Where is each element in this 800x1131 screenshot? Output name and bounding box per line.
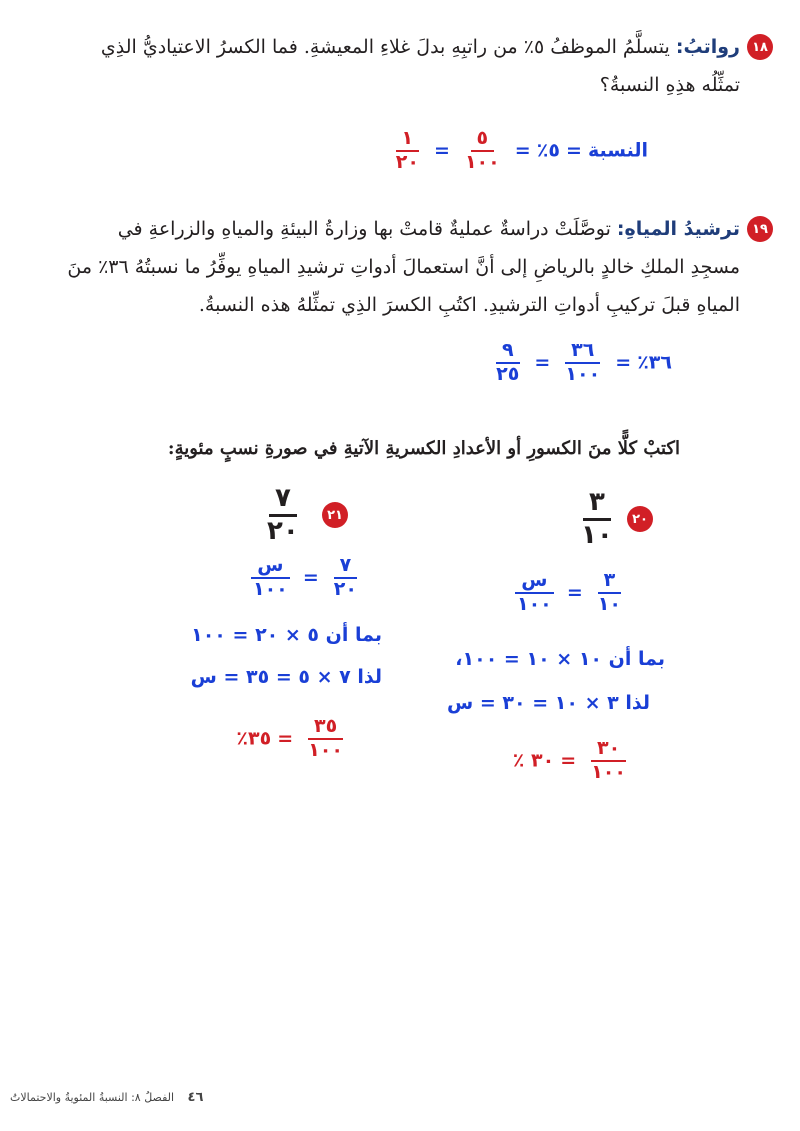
denominator: ٢٠ [333,577,357,600]
problem-21-equation [244,555,366,601]
problem-20-result [513,738,635,784]
problem-20-result-percent: ٣٠ ٪ [512,749,555,772]
equals-sign: = [277,727,294,750]
problem-20-number-badge: ٢٠ [627,506,653,532]
problem-20-right-fraction [511,570,558,616]
problem-21-result-fraction [302,716,349,762]
denominator: ١٠٠ [308,738,343,761]
problem-18-answer-label: النسبة [587,139,648,162]
problem-19-line-3: المياهِ قبلَ تركيبِ أدواتِ الترشيدِ. اكتُبِ الكسرَ الذِي تمثِّلهُ هذه النسبةُ. [198,294,740,316]
denominator: ٢٠ [395,150,419,173]
numerator: س [515,570,553,594]
equals-sign: = [302,566,319,589]
problem-18-line-1: يتسلَّمُ الموظفُ ٥٪ من راتبِهِ بدلَ غلاءِ المعيشةِ. فما الكسرُ الاعتياديُّ الذِي [100,36,670,58]
numerator: س [251,555,289,579]
equals-sign: = [615,351,632,374]
problem-21-step-1: بما أن ٥ × ٢٠ = ١٠٠ [191,624,382,646]
page-number: ٤٦ [187,1090,204,1105]
denominator: ١٠٠ [565,362,601,385]
numerator: ٣٦ [565,340,600,364]
numerator: ٣ [598,570,622,594]
problem-18-line-2: تمثِّلُه هذِهِ النسبةُ؟ [599,74,740,96]
problem-21-left-fraction [328,555,363,601]
problem-19-number-badge: ١٩ [747,216,773,242]
problem-21-number-badge: ٢١ [322,502,348,528]
problem-19-label: ترشيدُ المياهِ: [616,218,740,240]
problem-18-answer [387,128,648,174]
problem-20-result-fraction [585,738,632,784]
denominator: ١٠ [581,519,613,550]
equals-sign: = [566,139,582,162]
problem-20-step-1: بما أن ١٠ × ١٠ = ١٠٠، [455,648,665,670]
numerator: ٣٠ [591,738,626,762]
numerator: ٩ [496,340,520,364]
problem-18-label: رواتبُ: [675,36,740,58]
problem-18-answer-percent: ٥٪ [536,139,560,162]
problem-18-fraction-2 [390,128,425,174]
problem-19-line-1: توصَّلَتْ دراسةٌ عمليةٌ قامتْ بها وزارةُ البيئةِ والمياهِ والزراعةِ في [117,218,611,240]
numerator: ٥ [471,128,495,152]
chapter-title: الفصلُ ٨: النسبةُ المئويةُ والاحتمالاتُ [10,1091,175,1104]
problem-20-left-fraction [592,570,627,616]
problem-21-step-2: لذا ٧ × ٥ = ٣٥ = س [190,666,382,688]
problem-18-text [60,28,740,104]
problem-19-line-2: مسجِدِ الملكِ خالدٍ بالرياضِ إلى أنَّ استعمالَ أدواتِ ترشيدِ المياهِ يوفِّرُ ما نسبتُهُ ٣٦٪ منَ [67,256,740,278]
equals-sign: = [514,139,531,162]
numerator: ٣ [583,488,611,521]
problem-19-answer [487,340,672,386]
exercise-instruction: اكتبْ كلًّا منَ الكسورِ أو الأعدادِ الكسريةِ الآتيةِ في صورةِ نسبٍ مئويةٍ: [167,438,680,459]
denominator: ١٠٠ [591,760,626,783]
page-footer [10,1090,203,1105]
numerator: ١ [396,128,420,152]
problem-21-right-fraction [247,555,294,601]
denominator: ١٠ [597,592,621,615]
equals-sign: = [433,139,450,162]
problem-21-given-fraction [261,484,305,547]
denominator: ١٠٠ [516,592,552,615]
denominator: ٢٥ [496,362,520,385]
problem-19-fraction-1 [559,340,606,386]
numerator: ٣٥ [308,716,343,740]
equals-sign: = [534,351,551,374]
problem-18-fraction-1 [459,128,506,174]
problem-21-result-percent: ٣٥٪ [236,727,272,750]
problem-20-equation [508,570,630,616]
problem-19-fraction-2 [490,340,525,386]
problem-18-number-badge: ١٨ [747,34,773,60]
equals-sign: = [560,749,577,772]
problem-19-answer-percent: ٣٦٪ [637,351,672,374]
numerator: ٧ [334,555,358,579]
equals-sign: = [566,581,583,604]
denominator: ٢٠ [267,515,299,546]
denominator: ١٠٠ [252,577,288,600]
problem-20-given-fraction [575,488,619,551]
problem-20-step-2: لذا ٣ × ١٠ = ٣٠ = س [447,692,650,714]
problem-19-text [50,210,740,324]
denominator: ١٠٠ [464,150,500,173]
numerator: ٧ [269,484,297,517]
problem-21-result [236,716,352,762]
